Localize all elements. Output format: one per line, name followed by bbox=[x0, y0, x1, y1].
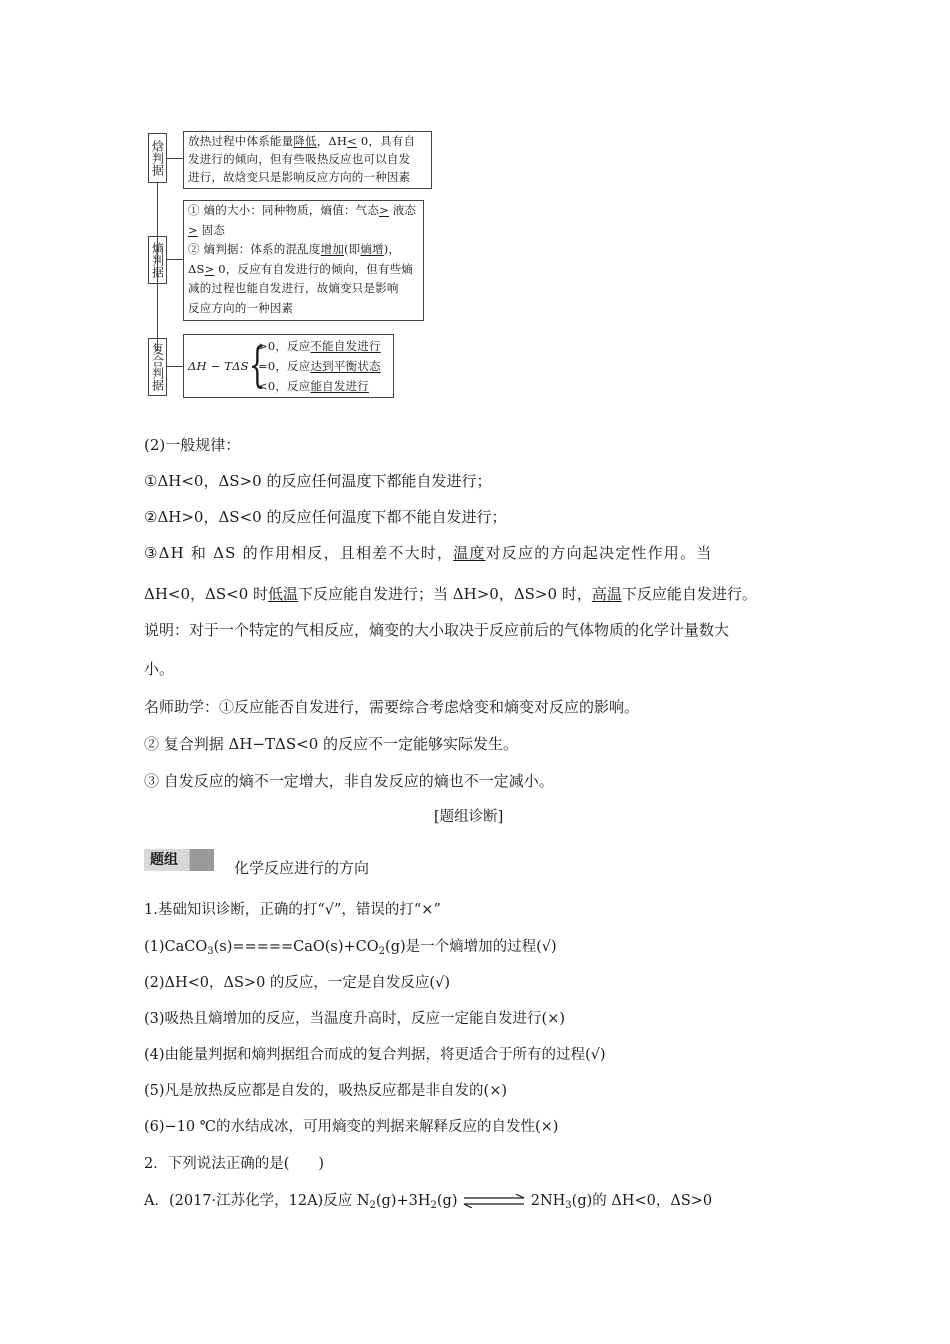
note-line-2: 小。 bbox=[144, 660, 175, 678]
tip-3: ③ 自发反应的熵不一定增大，非自发反应的熵也不一定减小。 bbox=[144, 772, 554, 790]
enthalpy-line-1: 放热过程中体系能量降低，ΔH< 0，具有自 bbox=[188, 134, 416, 148]
question-1-item-4: (4)由能量判据和熵判据组合而成的复合判据，将更适合于所有的过程(√) bbox=[144, 1047, 606, 1063]
group-tag bbox=[144, 849, 214, 871]
entropy-box bbox=[183, 200, 424, 321]
tip-2: ② 复合判据 ΔH−TΔS<0 的反应不一定能够实际发生。 bbox=[144, 735, 519, 753]
rule-4: ΔH<0，ΔS<0 时低温下反应能自发进行；当 ΔH>0，ΔS>0 时，高温下反应能自发进行。 bbox=[144, 585, 757, 603]
combined-label: 复合判据 bbox=[148, 338, 167, 396]
question-1-item-2: (2)ΔH<0，ΔS>0 的反应，一定是自发反应(√) bbox=[144, 975, 450, 991]
entropy-line-5: 减的过程也能自发进行，故熵变只是影响 bbox=[188, 281, 399, 295]
connector-entropy bbox=[167, 259, 183, 260]
rule-2: ②ΔH>0，ΔS<0 的反应任何温度下都不能自发进行； bbox=[144, 508, 507, 526]
group-title: 化学反应进行的方向 bbox=[234, 859, 370, 877]
question-2-option-a: A．(2017·江苏化学，12A)反应 $N_2(g)+3H_2(g)$ $2NH_3(g)$的 ΔH<0，ΔS>0 bbox=[144, 1193, 713, 1211]
group-tag-label: 题组 bbox=[150, 852, 178, 868]
enthalpy-line-2: 发进行的倾向，但有些吸热反应也可以自发 bbox=[188, 152, 411, 166]
equilibrium-arrow-icon bbox=[462, 1194, 526, 1208]
question-1-item-3: (3)吸热且熵增加的反应，当温度升高时，反应一定能自发进行(×) bbox=[144, 1011, 566, 1027]
combined-case-2: =0，反应达到平衡状态 bbox=[258, 359, 381, 373]
connector-enthalpy bbox=[167, 158, 183, 159]
entropy-label: 熵判据 bbox=[148, 236, 167, 284]
rules-title: (2)一般规律： bbox=[144, 436, 241, 454]
combined-box bbox=[183, 334, 394, 398]
entropy-line-6: 反应方向的一种因素 bbox=[188, 300, 294, 315]
combined-expression: ΔH − TΔS bbox=[188, 359, 249, 373]
question-1-item-6: (6)−10 ℃的水结成冰，可用熵变的判据来解释反应的自发性(×) bbox=[144, 1119, 559, 1135]
question-1-title: 1.基础知识诊断，正确的打“√”，错误的打“×” bbox=[144, 902, 441, 918]
entropy-line-4: ΔS> 0，反应有自发进行的倾向，但有些熵 bbox=[188, 261, 414, 276]
rule-3: ③ΔH 和 ΔS 的作用相反，且相差不大时，温度对反应的方向起决定性作用。当 bbox=[144, 544, 713, 562]
tip-1: 名师助学：①反应能否自发进行，需要综合考虑焓变和熵变对反应的影响。 bbox=[144, 698, 640, 716]
question-2-title: 2．下列说法正确的是( ) bbox=[144, 1156, 325, 1172]
note-line-1: 说明：对于一个特定的气相反应，熵变的大小取决于反应前后的气体物质的化学计量数大 bbox=[144, 621, 730, 639]
connector-combined bbox=[167, 366, 183, 367]
question-1-item-5: (5)凡是放热反应都是自发的，吸热反应都是非自发的(×) bbox=[144, 1083, 508, 1099]
combined-case-1: >0，反应不能自发进行 bbox=[258, 339, 381, 353]
entropy-line-2: > 固态 bbox=[188, 222, 226, 237]
question-1-item-1: $(1)CaCO_3(s)=====CaO(s)+CO_2(g)$是一个熵增加的过程(√) bbox=[144, 939, 557, 957]
rule-1: ①ΔH<0，ΔS>0 的反应任何温度下都能自发进行； bbox=[144, 472, 492, 490]
enthalpy-label: 焓判据 bbox=[148, 133, 167, 183]
entropy-line-3: ② 熵判据：体系的混乱度增加(即熵增)， bbox=[188, 242, 401, 256]
combined-case-3: <0，反应能自发进行 bbox=[258, 379, 369, 393]
enthalpy-line-3: 进行，故焓变只是影响反应方向的一种因素 bbox=[188, 170, 411, 184]
entropy-line-1: ① 熵的大小：同种物质，熵值：气态> 液态 bbox=[188, 203, 417, 217]
enthalpy-box bbox=[183, 131, 432, 189]
section-label: [题组诊断] bbox=[434, 809, 504, 825]
combined-brace: { bbox=[248, 337, 266, 393]
